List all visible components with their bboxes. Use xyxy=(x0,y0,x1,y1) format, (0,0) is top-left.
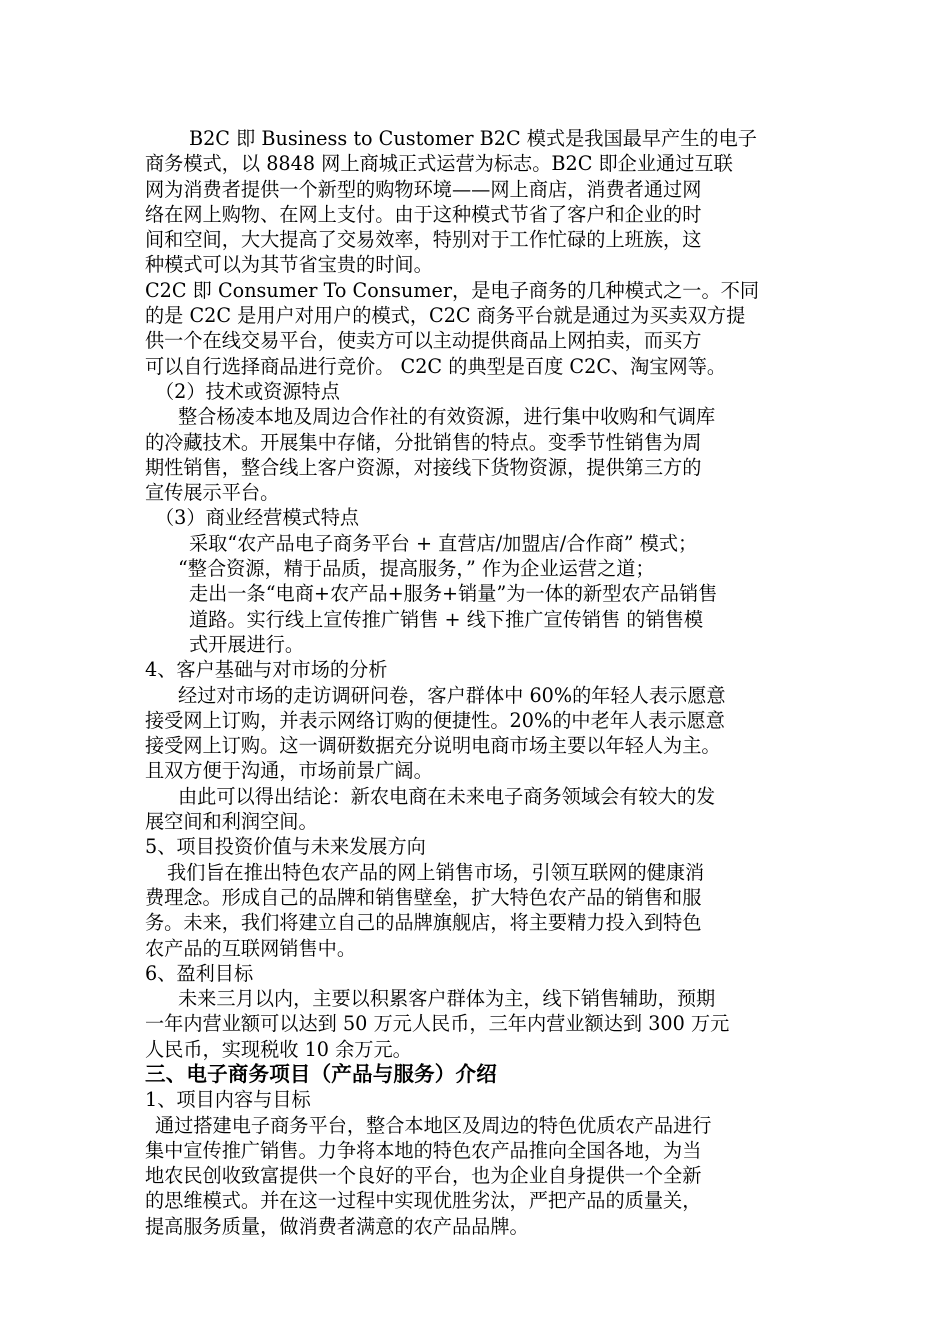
paragraph-line: 期性销售，整合线上客户资源，对接线下货物资源，提供第三方的 xyxy=(145,455,702,479)
paragraph-line: C2C 即 Consumer To Consumer，是电子商务的几种模式之一。不同 xyxy=(145,278,760,302)
list-line: “整合资源，精于品质，提高服务，” 作为企业运营之道； xyxy=(178,557,655,581)
paragraph-line: 的是 C2C 是用户对用户的模式，C2C 商务平台就是通过为买卖双方提 xyxy=(145,304,746,328)
section-heading: 4、客户基础与对市场的分析 xyxy=(145,658,388,682)
paragraph-line: 络在网上购物、在网上支付。由于这种模式节省了客户和企业的时 xyxy=(145,202,702,226)
paragraph-line: 一年内营业额可以达到 50 万元人民币，三年内营业额达到 300 万元 xyxy=(145,1012,730,1036)
paragraph-line: 人民币，实现税收 10 余万元。 xyxy=(145,1037,412,1061)
paragraph-line: 展空间和利润空间。 xyxy=(145,810,318,834)
section-heading: 6、盈利目标 xyxy=(145,961,254,985)
paragraph-line: 商务模式，以 8848 网上商城正式运营为标志。B2C 即企业通过互联 xyxy=(145,152,733,176)
paragraph-line: 费理念。形成自己的品牌和销售壁垒，扩大特色农产品的销售和服 xyxy=(145,885,702,909)
paragraph-line: 我们旨在推出特色农产品的网上销售市场，引领互联网的健康消 xyxy=(167,860,705,884)
paragraph-line: 种模式可以为其节省宝贵的时间。 xyxy=(145,253,433,277)
paragraph-line: 提高服务质量，做消费者满意的农产品品牌。 xyxy=(145,1214,529,1238)
paragraph-line: 经过对市场的走访调研问卷，客户群体中 60%的年轻人表示愿意 xyxy=(178,683,726,707)
list-line: 走出一条“电商+农产品+服务+销量”为一体的新型农产品销售 xyxy=(189,582,718,606)
paragraph-line: 通过搭建电子商务平台，整合本地区及周边的特色优质农产品进行 xyxy=(155,1113,712,1137)
section-heading: 5、项目投资价值与未来发展方向 xyxy=(145,835,426,859)
paragraph-line: 由此可以得出结论：新农电商在未来电子商务领域会有较大的发 xyxy=(178,784,716,808)
section-heading: 1、项目内容与目标 xyxy=(145,1088,311,1112)
paragraph-line: B2C 即 Business to Customer B2C 模式是我国最早产生的电子 xyxy=(189,127,757,150)
paragraph-line: 宣传展示平台。 xyxy=(145,481,280,505)
paragraph-line: 整合杨凌本地及周边合作社的有效资源，进行集中收购和气调库 xyxy=(178,405,716,429)
paragraph-line: 接受网上订购，并表示网络订购的便捷性。20%的中老年人表示愿意 xyxy=(145,708,725,732)
paragraph-line: 且双方便于沟通，市场前景广阔。 xyxy=(145,759,433,783)
paragraph-line: 可以自行选择商品进行竞价。 C2C 的典型是百度 C2C、淘宝网等。 xyxy=(145,354,727,378)
chapter-heading: 三、电子商务项目（产品与服务）介绍 xyxy=(145,1061,497,1086)
paragraph-line: 间和空间，大大提高了交易效率，特别对于工作忙碌的上班族，这 xyxy=(145,228,702,252)
document-page xyxy=(145,126,825,1239)
paragraph-line: 接受网上订购。这一调研数据充分说明电商市场主要以年轻人为主。 xyxy=(145,734,721,758)
section-heading: （2）技术或资源特点 xyxy=(155,379,340,403)
paragraph-line: 供一个在线交易平台，使卖方可以主动提供商品上网拍卖，而买方 xyxy=(145,329,702,353)
list-line: 采取“农产品电子商务平台 + 直营店/加盟店/合作商” 模式； xyxy=(189,531,698,555)
paragraph-line: 的冷藏技术。开展集中存储，分批销售的特点。变季节性销售为周 xyxy=(145,430,702,454)
paragraph-line: 网为消费者提供一个新型的购物环境——网上商店，消费者通过网 xyxy=(145,177,702,201)
paragraph-line: 的思维模式。并在这一过程中实现优胜劣汰，严把产品的质量关， xyxy=(145,1189,702,1213)
paragraph-line: 地农民创收致富提供一个良好的平台，也为企业自身提供一个全新 xyxy=(145,1164,702,1188)
section-heading: （3）商业经营模式特点 xyxy=(155,506,360,530)
paragraph-line: 集中宣传推广销售。力争将本地的特色农产品推向全国各地，为当 xyxy=(145,1138,702,1162)
list-line: 道路。实行线上宣传推广销售 + 线下推广宣传销售 的销售模 xyxy=(189,607,704,631)
paragraph-line: 未来三月以内，主要以积累客户群体为主，线下销售辅助，预期 xyxy=(178,987,716,1011)
paragraph-line: 农产品的互联网销售中。 xyxy=(145,936,357,960)
list-line: 式开展进行。 xyxy=(189,632,305,656)
paragraph-line: 务。未来，我们将建立自己的品牌旗舰店，将主要精力投入到特色 xyxy=(145,911,702,935)
